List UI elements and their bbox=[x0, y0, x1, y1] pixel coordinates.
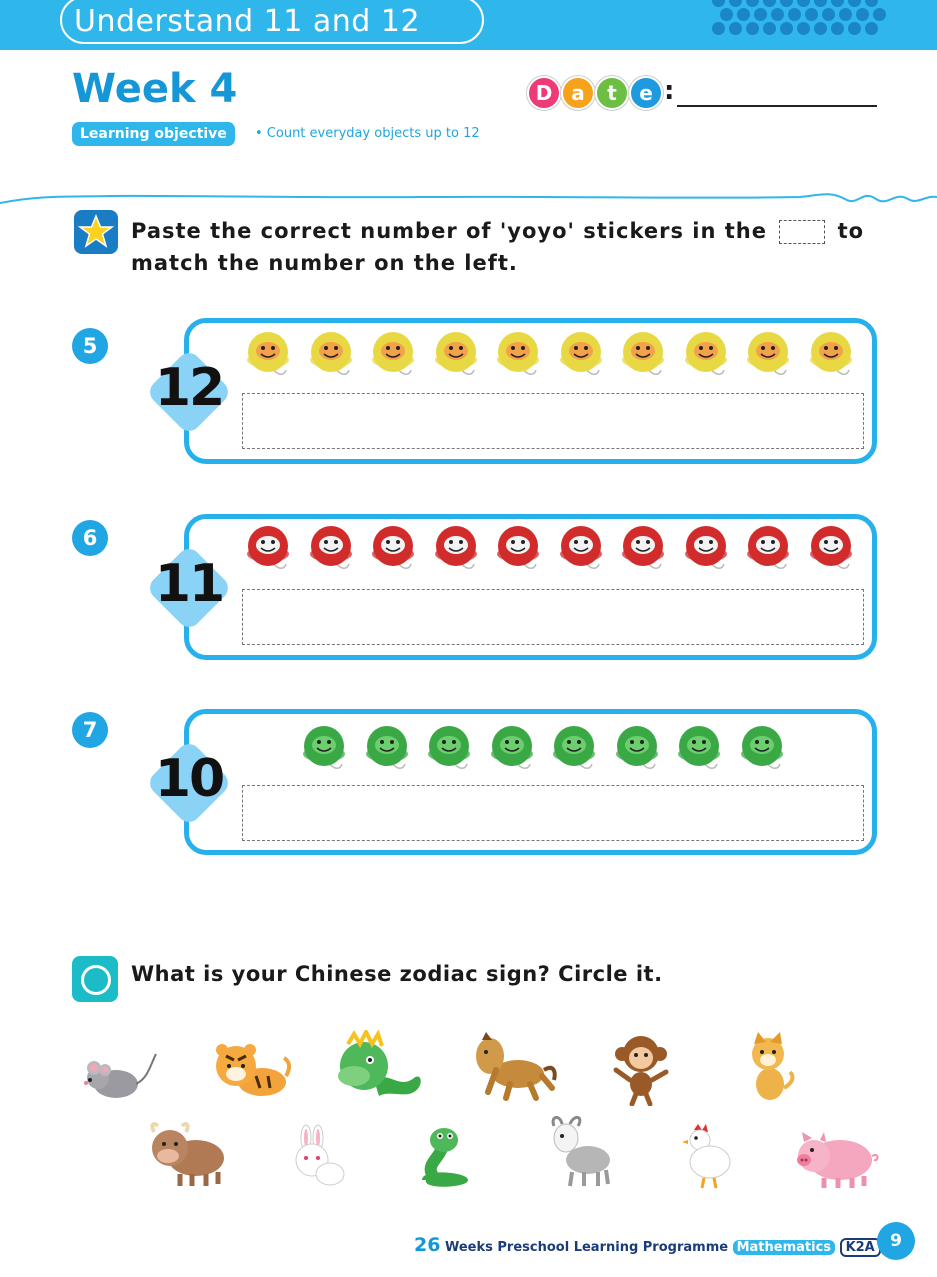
yoyo-icon bbox=[675, 724, 725, 774]
dot bbox=[746, 0, 759, 7]
instruction-part3: match the number on the left. bbox=[131, 251, 518, 275]
yoyo-icon bbox=[244, 524, 294, 574]
goat-icon[interactable] bbox=[540, 1114, 614, 1190]
yoyo-icon bbox=[619, 330, 669, 380]
date-letter: t bbox=[595, 76, 629, 110]
target-number: 10 bbox=[154, 749, 224, 809]
dot bbox=[780, 0, 793, 7]
dot bbox=[754, 8, 767, 21]
dot bbox=[797, 22, 810, 35]
dot bbox=[822, 8, 835, 21]
star-icon bbox=[74, 210, 118, 254]
dot bbox=[797, 0, 810, 7]
yoyo-icon bbox=[494, 330, 544, 380]
yoyo-icon bbox=[425, 724, 475, 774]
yoyo-icon bbox=[494, 524, 544, 574]
dot bbox=[712, 22, 725, 35]
yoyo-icon bbox=[738, 724, 788, 774]
week-label: Week 4 bbox=[72, 66, 238, 112]
yoyo-icon bbox=[682, 330, 732, 380]
dot bbox=[788, 8, 801, 21]
yoyo-icon bbox=[363, 724, 413, 774]
yoyo-icon bbox=[744, 330, 794, 380]
yoyo-row bbox=[300, 724, 800, 774]
yoyo-row bbox=[244, 330, 864, 380]
tiger-icon[interactable] bbox=[208, 1036, 292, 1106]
yoyo-icon bbox=[244, 330, 294, 380]
date-letter: e bbox=[629, 76, 663, 110]
dot bbox=[873, 8, 886, 21]
yoyo-icon bbox=[807, 330, 857, 380]
date-colon: : bbox=[664, 76, 675, 106]
yoyo-icon bbox=[369, 330, 419, 380]
yoyo-icon bbox=[557, 330, 607, 380]
dot bbox=[831, 0, 844, 7]
yoyo-icon bbox=[300, 724, 350, 774]
yoyo-icon bbox=[432, 330, 482, 380]
instruction-part2: to bbox=[837, 219, 865, 243]
yoyo-icon bbox=[744, 524, 794, 574]
unit-title: Understand 11 and 12 bbox=[60, 0, 484, 44]
sticker-box-icon bbox=[779, 220, 825, 244]
zodiac-question: What is your Chinese zodiac sign? Circle it. bbox=[131, 962, 663, 986]
dragon-icon[interactable] bbox=[334, 1030, 426, 1106]
circle-icon bbox=[72, 956, 118, 1002]
yoyo-icon bbox=[432, 524, 482, 574]
decorative-dots bbox=[712, 0, 882, 48]
footer-weeks-number: 26 bbox=[414, 1234, 441, 1256]
dot bbox=[865, 22, 878, 35]
ox-icon[interactable] bbox=[144, 1118, 228, 1190]
dot bbox=[831, 22, 844, 35]
instruction-part1: Paste the correct number of 'yoyo' stickers in the bbox=[131, 219, 767, 243]
yoyo-icon bbox=[619, 524, 669, 574]
monkey-icon[interactable] bbox=[610, 1030, 672, 1106]
footer-brand bbox=[414, 1234, 881, 1257]
target-number: 12 bbox=[154, 358, 224, 418]
dot bbox=[729, 0, 742, 7]
footer-level: K2A bbox=[840, 1238, 881, 1257]
date-write-line[interactable] bbox=[677, 105, 877, 107]
date-letter: D bbox=[527, 76, 561, 110]
dot bbox=[865, 0, 878, 7]
yoyo-icon bbox=[682, 524, 732, 574]
dot bbox=[848, 22, 861, 35]
page-number: 9 bbox=[877, 1222, 915, 1260]
dot bbox=[780, 22, 793, 35]
dot bbox=[737, 8, 750, 21]
target-number: 11 bbox=[154, 554, 224, 614]
yoyo-icon bbox=[307, 524, 357, 574]
date-letter: a bbox=[561, 76, 595, 110]
pig-icon[interactable] bbox=[794, 1128, 880, 1190]
yoyo-icon bbox=[307, 330, 357, 380]
sticker-drop-area[interactable] bbox=[242, 785, 864, 841]
dot bbox=[805, 8, 818, 21]
sticker-drop-area[interactable] bbox=[242, 589, 864, 645]
rooster-icon[interactable] bbox=[680, 1124, 736, 1190]
dot bbox=[814, 22, 827, 35]
horse-icon[interactable] bbox=[466, 1030, 558, 1106]
question-number: 6 bbox=[72, 520, 108, 556]
sticker-drop-area[interactable] bbox=[242, 393, 864, 449]
dog-icon[interactable] bbox=[746, 1032, 798, 1106]
objective-pill: Learning objective bbox=[72, 122, 235, 146]
yoyo-icon bbox=[613, 724, 663, 774]
dot bbox=[763, 0, 776, 7]
dot bbox=[720, 8, 733, 21]
snake-icon[interactable] bbox=[412, 1124, 478, 1190]
question-number: 7 bbox=[72, 712, 108, 748]
dot bbox=[712, 0, 725, 7]
dot bbox=[771, 8, 784, 21]
yoyo-icon bbox=[550, 724, 600, 774]
instruction-text bbox=[131, 215, 879, 279]
rat-icon[interactable] bbox=[80, 1048, 160, 1108]
yoyo-row bbox=[244, 524, 864, 574]
dot bbox=[729, 22, 742, 35]
yoyo-icon bbox=[488, 724, 538, 774]
dot bbox=[856, 8, 869, 21]
question-number: 5 bbox=[72, 328, 108, 364]
rabbit-icon[interactable] bbox=[284, 1124, 348, 1190]
dot bbox=[848, 0, 861, 7]
dot bbox=[839, 8, 852, 21]
dot bbox=[763, 22, 776, 35]
yoyo-icon bbox=[807, 524, 857, 574]
dot bbox=[746, 22, 759, 35]
objective-text: • Count everyday objects up to 12 bbox=[255, 126, 480, 141]
footer-subject: Mathematics bbox=[733, 1240, 835, 1255]
wave-divider bbox=[0, 185, 937, 215]
yoyo-icon bbox=[557, 524, 607, 574]
dot bbox=[814, 0, 827, 7]
footer-program: Weeks Preschool Learning Programme bbox=[444, 1240, 729, 1255]
yoyo-icon bbox=[369, 524, 419, 574]
